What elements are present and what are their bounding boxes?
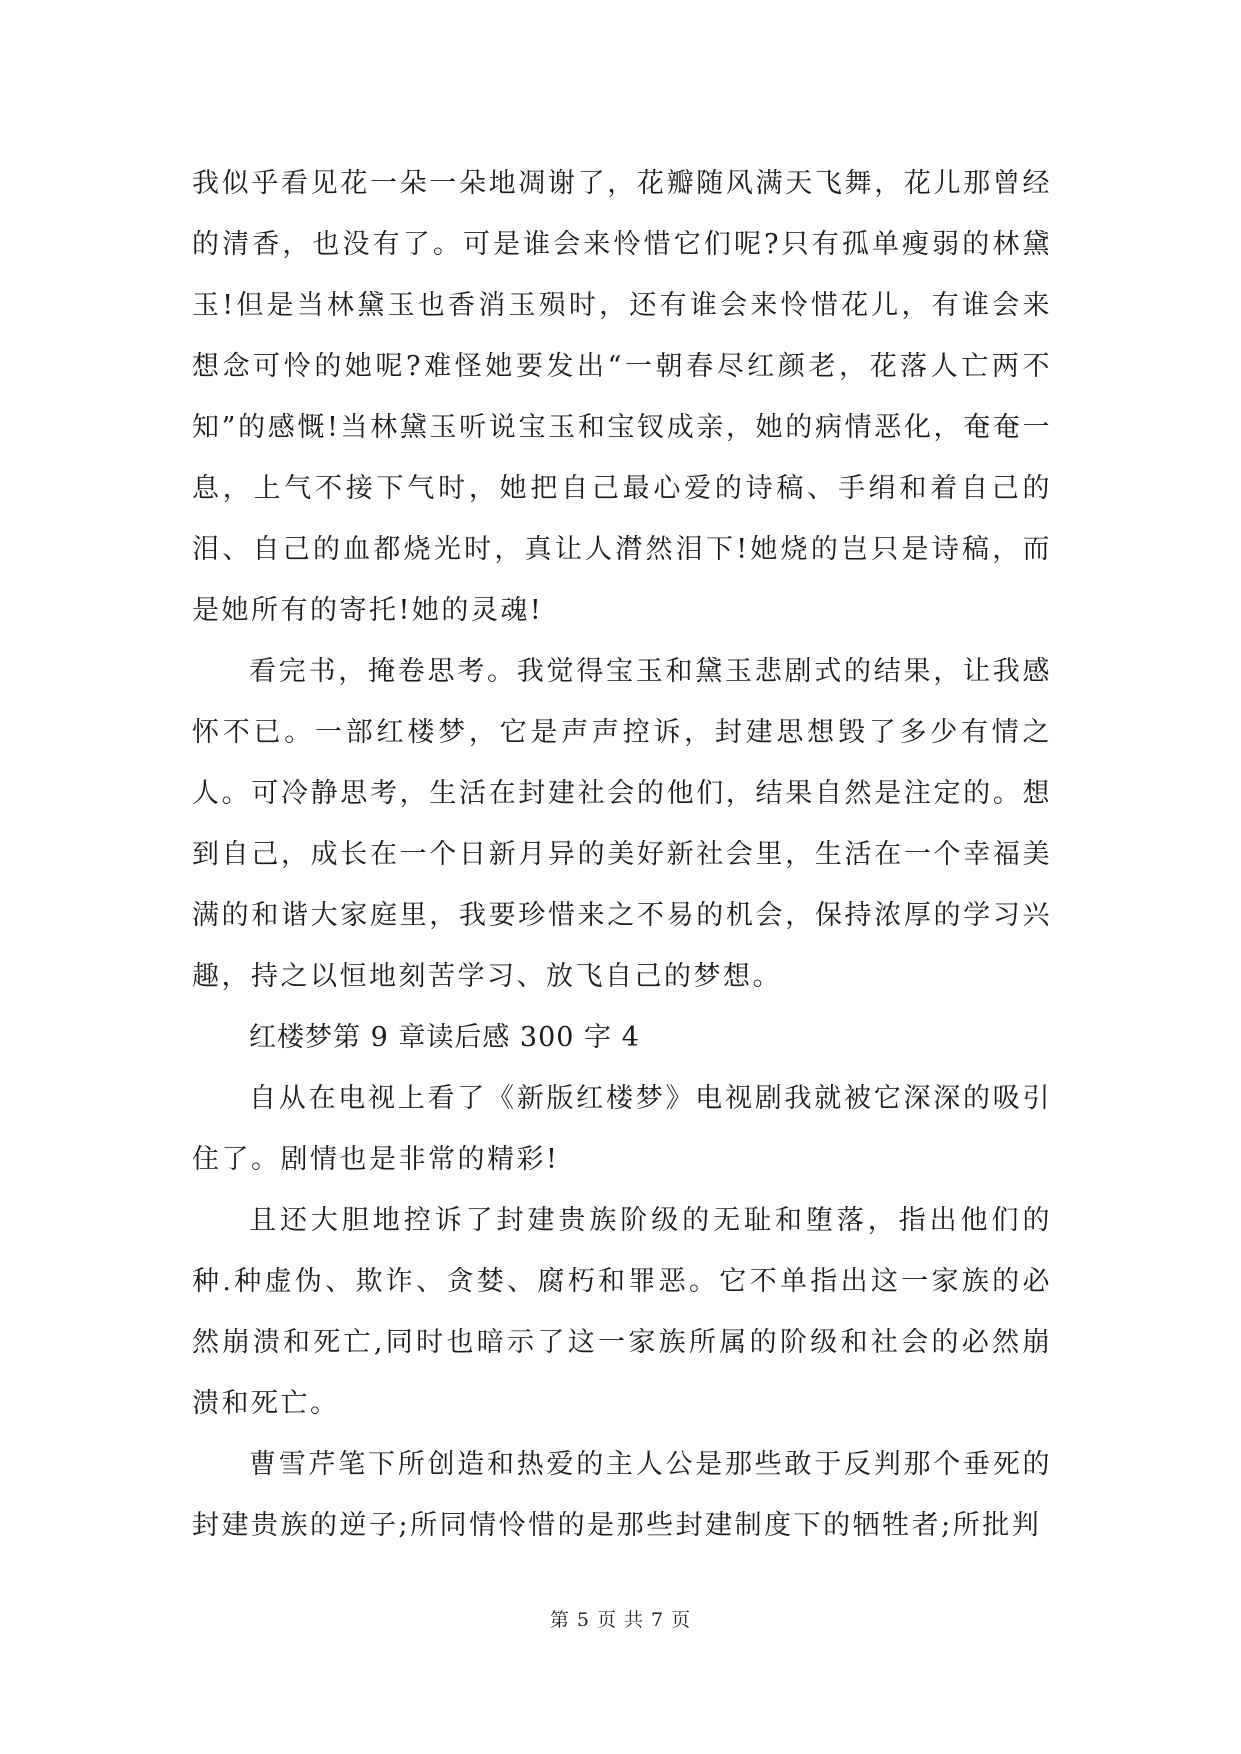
section-heading: 红楼梦第 9 章读后感 300 字 4 <box>249 1022 640 1053</box>
paragraph: 自从在电视上看了《新版红楼梦》电视剧我就被它深深的吸引住了。剧情也是非常的精彩! <box>192 1083 1052 1175</box>
paragraph: 看完书，掩卷思考。我觉得宝玉和黛玉悲剧式的结果，让我感怀不已。一部红楼梦，它是声声控诉，封建思想毁了多少有情之人。可冷静思考，生活在封建社会的他们，结果自然是注定的。想到自己，成长在一个日新月异的美好新社会里，生活在一个幸福美满的和谐大家庭里，我要珍惜来之不易的机会，保持浓厚的学习兴趣，持之以恒地刻苦学习、放飞自己的梦想。 <box>192 656 1052 992</box>
paragraph: 曹雪芹笔下所创造和热爱的主人公是那些敢于反判那个垂死的封建贵族的逆子;所同情怜惜的是那些封建制度下的牺牲者;所批判 <box>192 1449 1052 1541</box>
paragraph: 我似乎看见花一朵一朵地凋谢了，花瓣随风满天飞舞，花儿那曾经的清香，也没有了。可是谁会来怜惜它们呢?只有孤单瘦弱的林黛玉!但是当林黛玉也香消玉殒时，还有谁会来怜惜花儿，有谁会来想念可怜的她呢?难怪她要发出“一朝春尽红颜老，花落人亡两不知”的感慨!当林黛玉听说宝玉和宝钗成亲，她的病情恶化，奄奄一息，上气不接下气时，她把自己最心爱的诗稿、手绢和着自己的泪、自己的血都烧光时，真让人潸然泪下!她烧的岂只是诗稿，而是她所有的寄托!她的灵魂! <box>192 168 1052 626</box>
page-number-footer: 第 5 页 共 7 页 <box>549 1609 692 1631</box>
paragraph: 且还大胆地控诉了封建贵族阶级的无耻和堕落，指出他们的种.种虚伪、欺诈、贪婪、腐朽和罪恶。它不单指出这一家族的必然崩溃和死亡,同时也暗示了这一家族所属的阶级和社会的必然崩溃和死亡。 <box>192 1205 1052 1419</box>
document-body <box>192 153 1052 1556</box>
